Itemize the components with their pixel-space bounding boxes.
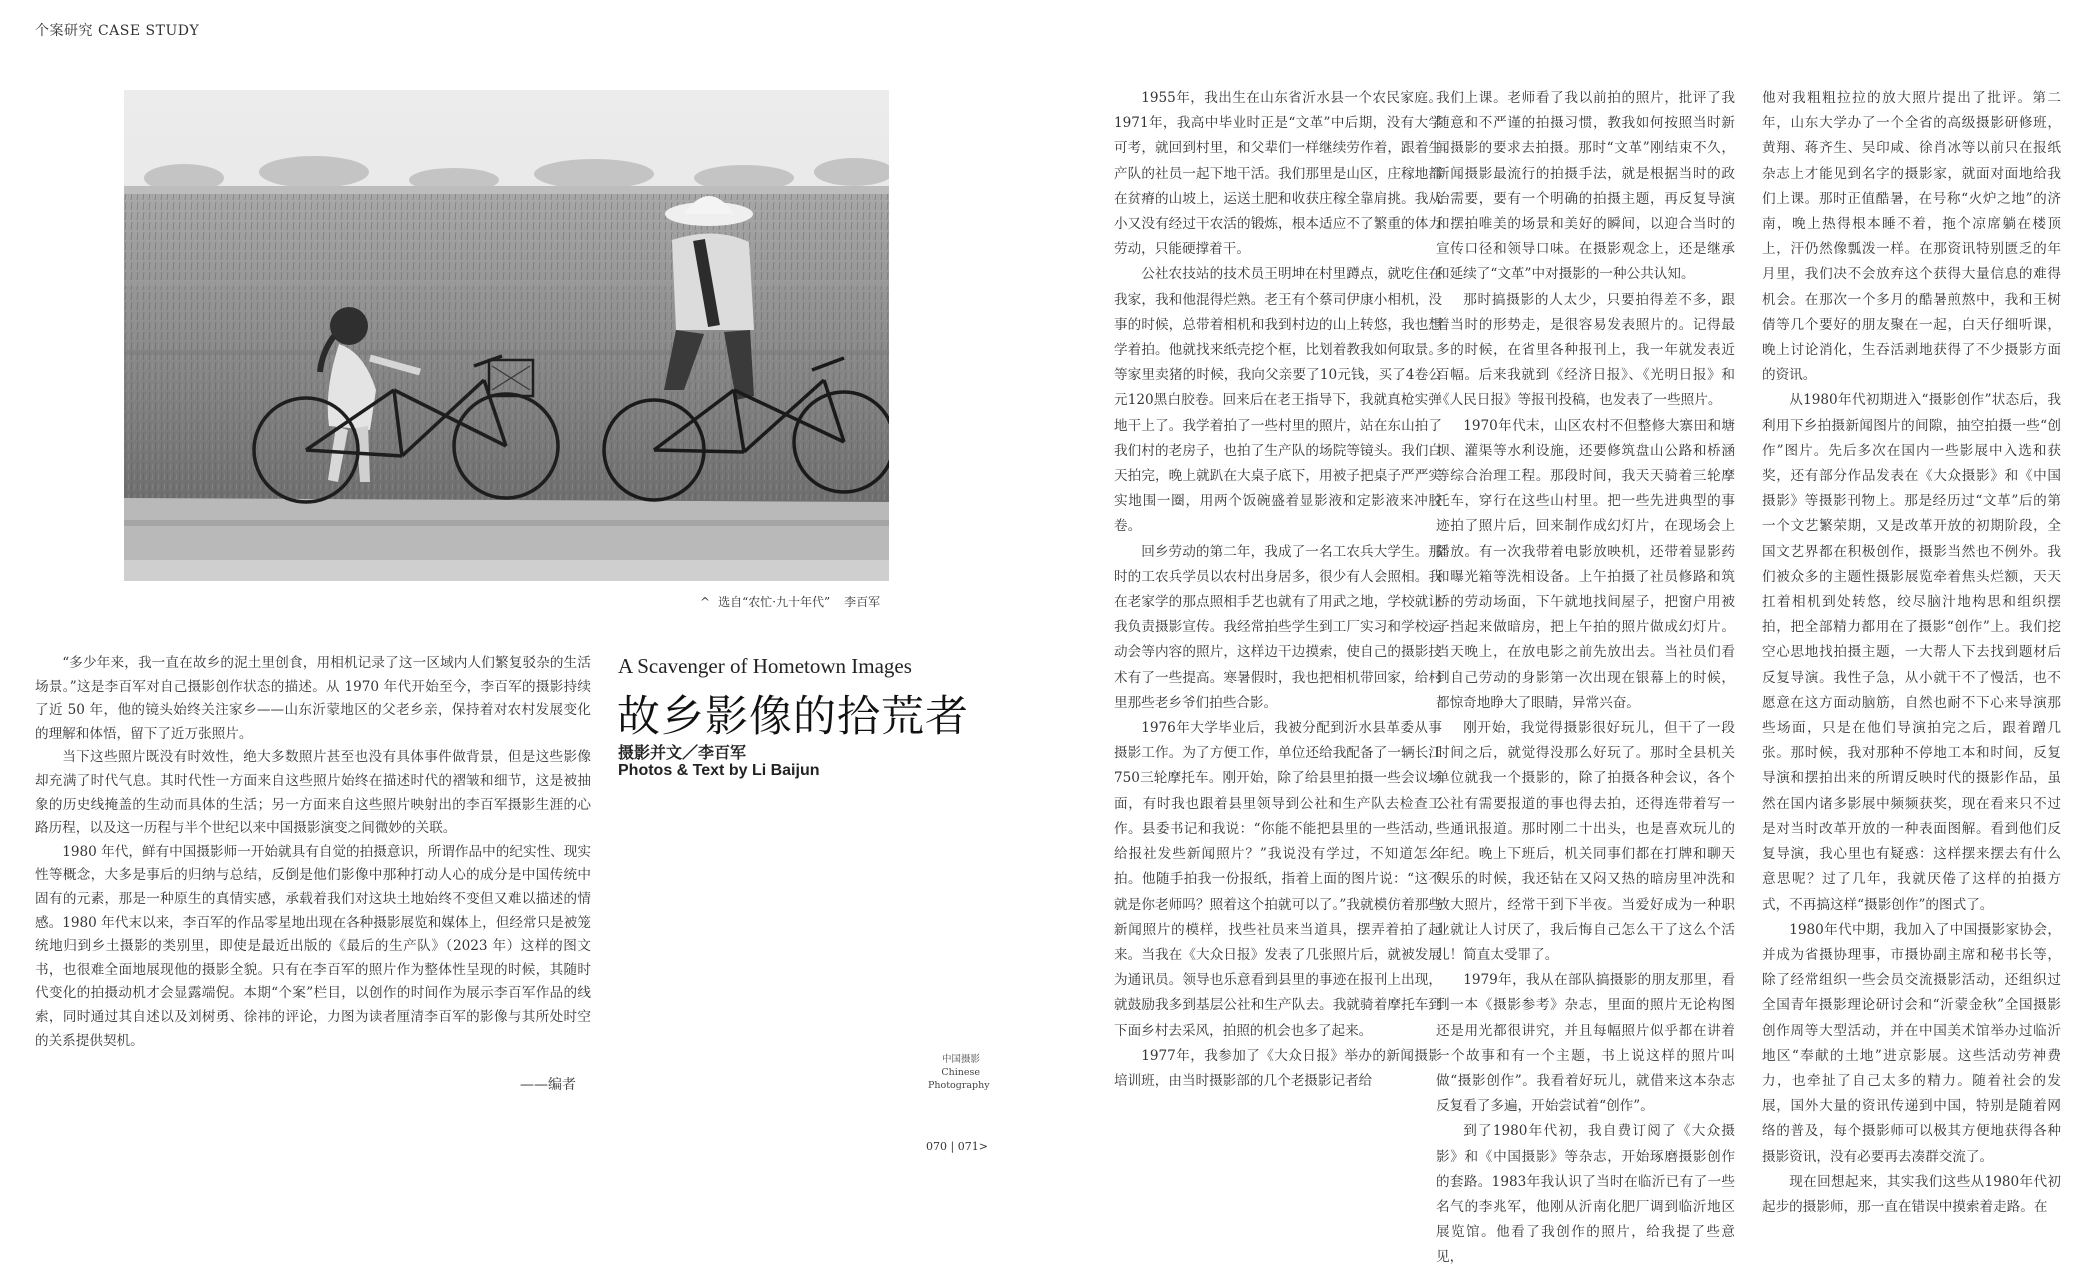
article-paragraph: 1979年，我从在部队搞摄影的朋友那里，看到一本《摄影参考》杂志，里面的照片无论构图还是用光都很讲究，并且每幅照片似乎都在讲着一个故事和有一个主题，书上说这样的照片叫做“摄影创作”。我看着好玩儿，就借来这本杂志反复看了多遍，开始尝试着“创作”。	[1436, 972, 1735, 1115]
caption-title: 选自“农忙·九十年代”	[718, 595, 831, 609]
cover-photograph	[124, 90, 889, 581]
intro-paragraph: 1980 年代，鲜有中国摄影师一开始就具有自觉的拍摄意识，所谓作品中的纪实性、现实性等概念，大多是事后的归纳与总结，反倒是他们影像中那种打动人心的成分是中国传统中固有的元素，那是一种原生的真情实感，承载着我们对这块土地始终不变但又难以描述的情感。1980 年代末以来，李百军的作品零星地出现在各种摄影展览和媒体上，但经常只是被笼统地归到乡土摄影的类别里，即使是最近出版的《最后的生产队》（2023 年）这样的图文书，也很难全面地展现他的摄影全貌。只有在李百军的照片作为整体性呈现的时候，其随时代变化的拍摄动机才会显露端倪。本期“个案”栏目，以创作的时间作为展示李百军作品的线索，同时通过其自述以及刘树勇、徐祎的评论，力图为读者厘清李百军的影像与其所处时空的关系提供契机。	[35, 843, 591, 1049]
article-paragraph: 回乡劳动的第二年，我成了一名工农兵大学生。那时的工农兵学员以农村出身居多，很少有人会照相。我在老家学的那点照相手艺也就有了用武之地，学校就让我负责摄影宣传。我经常拍些学生到工厂实习和学校运动会等内容的照片，这样边干边摸索，使自己的摄影技术有了一些提高。寒暑假时，我也把相机带回家，给村里那些老乡爷们拍些合影。	[1114, 543, 1442, 711]
article-paragraph: 从1980年代初期进入“摄影创作”状态后，我利用下乡拍摄新闻图片的间隙，抽空拍摄一些“创作”图片。先后多次在国内一些影展中入选和获奖，还有部分作品发表在《大众摄影》和《中国摄影》等摄影刊物上。那是经历过“文革”后的第一个文艺繁荣期，又是改革开放的初期阶段，全国文艺界都在积极创作，摄影当然也不例外。我们被众多的主题性摄影展览牵着焦头烂额，天天扛着相机到处转悠，绞尽脑汁地构思和组织摆拍，把全部精力都用在了摄影“创作”上。我们挖空心思地找拍摄主题，一大帮人下去找到题材后反复导演。我性子急，从小就干不了慢活，也不愿意在这方面动脑筋，自然也耐不下心来导演那些场面，只是在他们导演拍完之后，跟着蹭几张。那时候，我对那种不停地工本和时间，反复导演和摆拍出来的所谓反映时代的摄影作品，虽然在国内诸多影展中频频获奖，现在看来只不过是对当时改革开放的一种表面图解。看到他们反复导演，我心里也有疑惑：这样摆来摆去有什么意思呢？过了几年，我就厌倦了这样的拍摄方式，不再搞这样“摄影创作”的图式了。	[1762, 392, 2061, 913]
page-number: 070 | 071>	[926, 1140, 988, 1153]
article-paragraph: 1955年，我出生在山东省沂水县一个农民家庭。1971年，我高中毕业时正是“文革”中后期，没有大学可考，就回到村里，和父辈们一样继续劳作着，跟着生产队的社员一起下地干活。我们那里是山区，庄稼地都在贫瘠的山坡上，运送土肥和收获庄稼全靠肩挑。我从小又没有经过干农活的锻炼，根本适应不了繁重的体力劳动，只能硬撑着干。	[1114, 90, 1442, 258]
article-paragraph: 1976年大学毕业后，我被分配到沂水县革委从事摄影工作。为了方便工作，单位还给我配备了一辆长江750三轮摩托车。刚开始，除了给县里拍摄一些会议场面，有时我也跟着县里领导到公社和生产队去检查工作。县委书记和我说：“你能不能把县里的一些活动，给报社发些新闻照片？”我说没有学过，不知道怎么拍。他随手拍我一份报纸，指着上面的图片说：“这不就是你老师吗？照着这个拍就可以了。”我就模仿着那些新闻照片的模样，找些社员来当道具，摆弄着拍了起来。当我在《大众日报》发表了几张照片后，就被发展为通讯员。领导也乐意看到县里的事迹在报刊上出现，就鼓励我多到基层公社和生产队去。我就骑着摩托车到下面乡村去采风，拍照的机会也多了起来。	[1114, 720, 1442, 1039]
article-paragraph: 刚开始，我觉得摄影很好玩儿，但干了一段时间之后，就觉得没那么好玩了。那时全县机关单位就我一个摄影的，除了拍摄各种会议，各个公社有需要报道的事也得去拍，还得连带着写一些通讯报道。那时刚二十出头，也是喜欢玩儿的年纪。晚上下班后，机关同事们都在打牌和聊天娱乐的时候，我还钻在又闷又热的暗房里冲洗和放大照片，经常干到下半夜。当爱好成为一种职业就让人讨厌了，我后悔自己怎么干了这么个活儿！简直太受罪了。	[1436, 720, 1735, 963]
article-column-3	[1762, 86, 2061, 1220]
editor-introduction	[35, 652, 591, 1053]
article-paragraph: 现在回想起来，其实我们这些从1980年代初起步的摄影师，那一直在错误中摸索着走路。在	[1762, 1173, 2061, 1215]
byline-english: Photos & Text by Li Baijun	[618, 762, 820, 779]
article-paragraph: 他对我粗粗拉拉的放大照片提出了批评。第二年，山东大学办了一个全省的高级摄影研修班，黄翔、蒋齐生、吴印咸、徐肖冰等以前只在报纸杂志上才能见到名字的摄影家，就面对面地给我们上课。那时正值酷暑，在号称“火炉之地”的济南，晚上热得根本睡不着，拖个凉席躺在楼顶上，汗仍然像瓢泼一样。在那资讯特别匮乏的年月里，我们决不会放弃这个获得大量信息的难得机会。在那次一个多月的酷暑煎熬中，我和王树倩等几个要好的朋友聚在一起，白天仔细听课，晚上讨论消化，生吞活剥地获得了不少摄影方面的资讯。	[1762, 90, 2061, 384]
byline-chinese: 摄影并文／李百军	[618, 743, 747, 762]
intro-paragraph: “多少年来，我一直在故乡的泥土里创食，用相机记录了这一区域内人们繁复驳杂的生活场景。”这是李百军对自己摄影创作状态的描述。从 1970 年代开始至今，李百军的摄影持续了近 50 年，他的镜头始终关注家乡——山东沂蒙地区的父老乡亲，保持着对农村发展变化的理解和体悟，留下了近万张照片。	[35, 655, 591, 742]
article-paragraph: 1980年代中期，我加入了中国摄影家协会，并成为省摄协理事，市摄协副主席和秘书长等，除了经常组织一些会员交流摄影活动，还组织过全国青年摄影理论研讨会和“沂蒙金秋”全国摄影创作周等大型活动，并在中国美术馆举办过临沂地区“奉献的土地”进京影展。这些活动劳神费力，也牵扯了自己太多的精力。随着社会的发展，国外大量的资讯传递到中国，特别是随着网络的普及，每个摄影师可以极其方便地获得各种摄影资讯，没有必要再去凑群交流了。	[1762, 921, 2061, 1165]
caption-credit: 李百军	[844, 595, 881, 609]
article-paragraph: 我们上课。老师看了我以前拍的照片，批评了我随意和不严谨的拍摄习惯，教我如何按照当时新闻摄影的要求去拍摄。那时“文革”刚结束不久，新闻摄影最流行的拍摄手法，就是根据当时的政治需要，要有一个明确的拍摄主题，再反复导演和摆拍唯美的场景和美好的瞬间，以迎合当时的宣传口径和领导口味。在摄影观念上，还是继承和延续了“文革”中对摄影的一种公共认知。	[1436, 90, 1735, 283]
magazine-name-english-1: Chinese	[941, 1067, 980, 1078]
magazine-mark	[928, 1053, 990, 1092]
article-paragraph: 公社农技站的技术员王明坤在村里蹲点，就吃住在我家，我和他混得烂熟。老王有个蔡司伊康小相机，没事的时候，总带着相机和我到村边的山上转悠，我也想学着拍。他就找来纸壳挖个框，比划着教我如何取景。等家里卖猪的时候，我向父亲要了10元钱，买了4卷公元120黑白胶卷。回来后在老王指导下，我就真枪实弹地干上了。我学着拍了一些村里的照片，站在东山拍了我们村的老房子，也拍了生产队的场院等镜头。我们白天拍完，晚上就趴在大桌子底下，用被子把桌子严严实实地围一圈，用两个饭碗盛着显影液和定影液来冲胶卷。	[1114, 266, 1442, 535]
editor-signature: ——编者	[520, 1077, 576, 1093]
article-column-1	[1114, 86, 1442, 1094]
article-column-2	[1436, 86, 1735, 1271]
photo-caption	[700, 593, 880, 610]
article-title-chinese: 故乡影像的拾荒者	[617, 692, 969, 742]
article-title-english: A Scavenger of Hometown Images	[618, 654, 912, 678]
section-label: 个案研究 CASE STUDY	[35, 23, 200, 39]
article-paragraph: 那时搞摄影的人太少，只要拍得差不多，跟着当时的形势走，是很容易发表照片的。记得最多的时候，在省里各种报刊上，我一年就发表近百幅。后来我就到《经济日报》、《光明日报》和《人民日报》等报刊投稿，也发表了一些照片。	[1436, 291, 1735, 409]
article-paragraph: 1977年，我参加了《大众日报》举办的新闻摄影培训班，由当时摄影部的几个老摄影记者给	[1114, 1047, 1442, 1089]
article-paragraph: 1970年代末，山区农村不但整修大寨田和塘坝、灌渠等水利设施，还要修筑盘山公路和桥涵等综合治理工程。那段时间，我天天骑着三轮摩托车，穿行在这些山村里。把一些先进典型的事迹拍了照片后，回来制作成幻灯片，在现场会上播放。有一次我带着电影放映机，还带着显影药和曝光箱等洗相设备。上午拍摄了社员修路和筑桥的劳动场面，下午就地找间屋子，把窗户用被子挡起来做暗房，把上午拍的照片做成幻灯片。当天晚上，在放电影之前先放出去。当社员们看到自己劳动的身影第一次出现在银幕上的时候，都惊奇地睁大了眼睛，异常兴奋。	[1436, 417, 1735, 711]
caption-marker: ^	[700, 595, 711, 609]
magazine-name-chinese: 中国摄影	[941, 1054, 980, 1065]
article-paragraph: 到了1980年代初，我自费订阅了《大众摄影》和《中国摄影》等杂志，开始琢磨摄影创作的套路。1983年我认识了当时在临沂已有了一些名气的李兆军，他刚从沂南化肥厂调到临沂地区展览馆。他看了我创作的照片，给我提了些意见，	[1436, 1123, 1735, 1266]
intro-paragraph: 当下这些照片既没有时效性，绝大多数照片甚至也没有具体事件做背景，但是这些影像却充满了时代气息。其时代性一方面来自这些照片始终在描述时代的褶皱和细节，这是被抽象的历史线掩盖的生动而具体的生活；另一方面来自这些照片映射出的李百军摄影生涯的心路历程，以及这一历程与半个世纪以来中国摄影演变之间微妙的关联。	[35, 749, 591, 837]
magazine-name-english-2: Photography	[928, 1080, 990, 1091]
